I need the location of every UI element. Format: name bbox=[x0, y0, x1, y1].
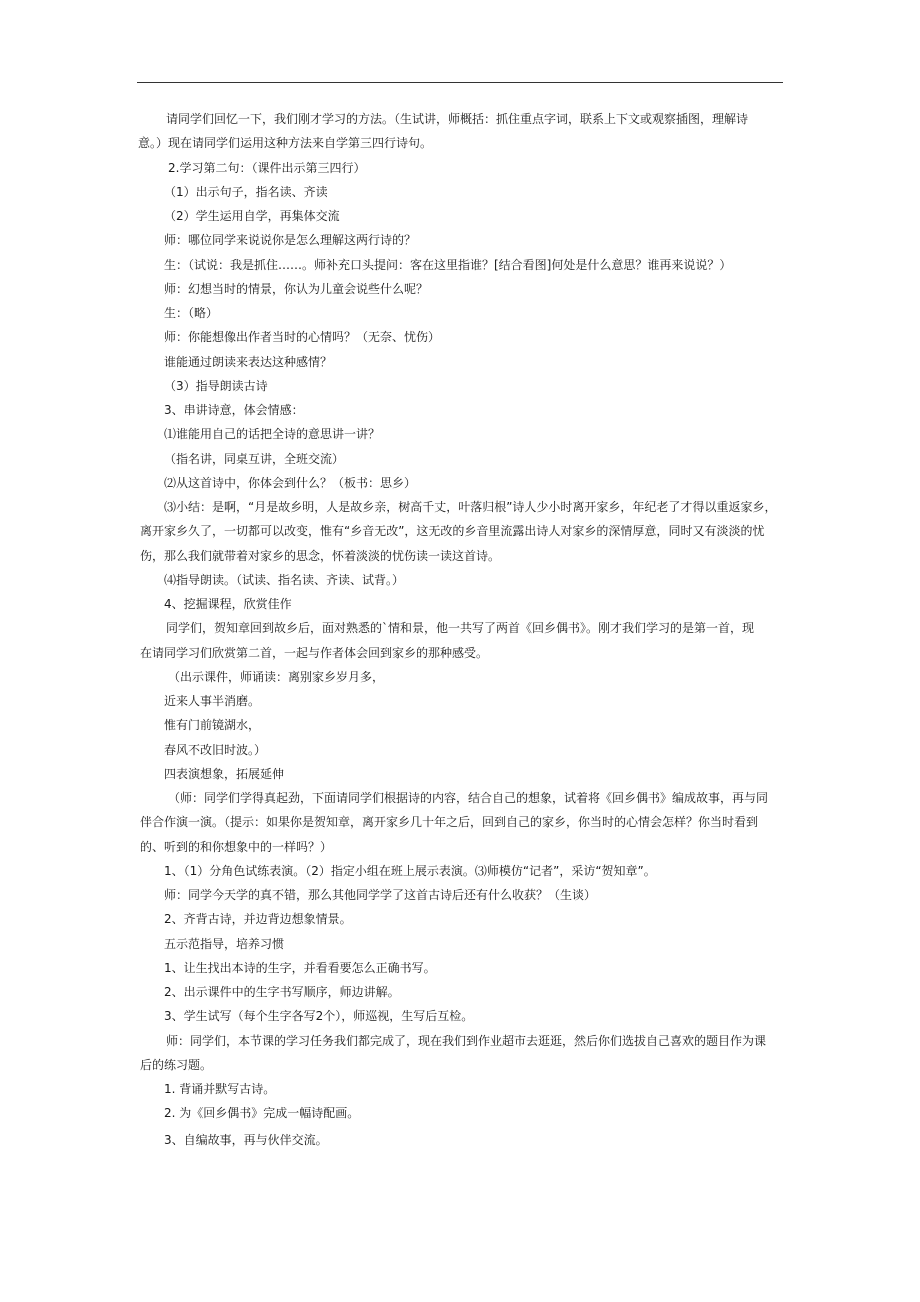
text-line: （1）出示句子，指名读、齐读 bbox=[164, 185, 328, 199]
text-line: 后的练习题。 bbox=[140, 1058, 213, 1072]
text-line: 1. 背诵并默写古诗。 bbox=[164, 1082, 276, 1096]
text-line: 师：幻想当时的情景，你认为儿童会说些什么呢？ bbox=[164, 282, 429, 296]
text-line: 1、（1）分角色试练表演。（2）指定小组在班上展示表演。⑶师模仿“记者”，采访“贺知章”。 bbox=[164, 864, 656, 878]
text-line: 3、学生试写（每个生字各写2个），师巡视，生写后互检。 bbox=[164, 1009, 474, 1023]
text-line: 的、听到的和你想象中的一样吗？） bbox=[140, 840, 333, 854]
text-line: 同学们，贺知章回到故乡后，面对熟悉的`情和景，他一共写了两首《回乡偶书》。刚才我们学习的是第一首，现 bbox=[166, 621, 755, 635]
text-line: 师：哪位同学来说说你是怎么理解这两行诗的？ bbox=[164, 233, 417, 247]
text-line: 2、出示课件中的生字书写顺序，师边讲解。 bbox=[164, 985, 400, 999]
text-line: 五示范指导，培养习惯 bbox=[164, 937, 285, 951]
text-line: （师：同学们学得真起劲，下面请同学们根据诗的内容，结合自己的想象，试着将《回乡偶书》编成故事，再与同 bbox=[168, 791, 769, 805]
text-line: ⑶小结：是啊，“月是故乡明，人是故乡亲，树高千丈，叶落归根”诗人少小时离开家乡，年纪老了才得以重返家乡， bbox=[164, 500, 777, 514]
text-line: 生：（试说：我是抓住……。师补充口头提问：客在这里指谁？[结合看图]何处是什么意思？谁再来说说？） bbox=[164, 258, 732, 272]
text-line: 师：同学今天学的真不错，那么其他同学学了这首古诗后还有什么收获？（生谈） bbox=[164, 888, 597, 902]
text-line: ⑴谁能用自己的话把全诗的意思讲一讲？ bbox=[164, 427, 381, 441]
text-line: （3）指导朗读古诗 bbox=[164, 379, 268, 393]
text-line: 2、齐背古诗，并边背边想象情景。 bbox=[164, 912, 352, 926]
text-line: 1、让生找出本诗的生字，并看看要怎么正确书写。 bbox=[164, 961, 436, 975]
text-line: 4、挖掘课程，欣赏佳作 bbox=[164, 597, 292, 611]
text-line: （指名讲，同桌互讲，全班交流） bbox=[164, 452, 345, 466]
text-line: 2.学习第二句：（课件出示第三四行） bbox=[168, 161, 366, 175]
text-line: 伤，那么我们就带着对家乡的思念，怀着淡淡的忧伤读一读这首诗。 bbox=[140, 549, 501, 563]
text-line: （2）学生运用自学，再集体交流 bbox=[164, 209, 340, 223]
text-line: 3、串讲诗意，体会情感： bbox=[164, 403, 304, 417]
text-line: 3、自编故事，再与伙伴交流。 bbox=[164, 1132, 328, 1147]
text-line: 伴合作演一演。（提示：如果你是贺知章，离开家乡几十年之后，回到自己的家乡，你当时的心情会怎样？你当时看到 bbox=[140, 815, 759, 829]
text-line: ⑷指导朗读。（试读、指名读、齐读、试背。） bbox=[164, 573, 405, 587]
text-line: 意。）现在请同学们运用这种方法来自学第三四行诗句。 bbox=[138, 136, 433, 150]
header-rule bbox=[137, 82, 783, 83]
text-line: 生：（略） bbox=[164, 306, 219, 320]
text-line: 春风不改旧时波。） bbox=[164, 743, 267, 757]
text-line: 惟有门前镜湖水， bbox=[164, 718, 261, 732]
text-line: 师：同学们，本节课的学习任务我们都完成了，现在我们到作业超市去逛逛，然后你们选拔自己喜欢的题目作为课 bbox=[166, 1034, 767, 1048]
text-line: 谁能通过朗读来表达这种感情？ bbox=[164, 355, 333, 369]
text-line: 师：你能想像出作者当时的心情吗？（无奈、忧伤） bbox=[164, 330, 441, 344]
text-line: 近来人事半消磨。 bbox=[164, 694, 261, 708]
text-line: 2. 为《回乡偶书》完成一幅诗配画。 bbox=[164, 1106, 360, 1120]
text-line: 在请同学习们欣赏第二首，一起与作者体会回到家乡的那种感受。 bbox=[140, 646, 489, 660]
text-line: 离开家乡久了，一切都可以改变，惟有“乡音无改”，这无改的乡音里流露出诗人对家乡的深情厚意，同时又有淡淡的忧 bbox=[140, 524, 765, 538]
text-line: 请同学们回忆一下，我们刚才学习的方法。（生试讲，师概括：抓住重点字词，联系上下文或观察插图，理解诗 bbox=[166, 112, 749, 126]
text-line: 四表演想象，拓展延伸 bbox=[164, 767, 285, 781]
text-line: （出示课件，师诵读：离别家乡岁月多， bbox=[168, 670, 385, 684]
text-line: ⑵从这首诗中，你体会到什么？（板书：思乡） bbox=[164, 476, 417, 490]
